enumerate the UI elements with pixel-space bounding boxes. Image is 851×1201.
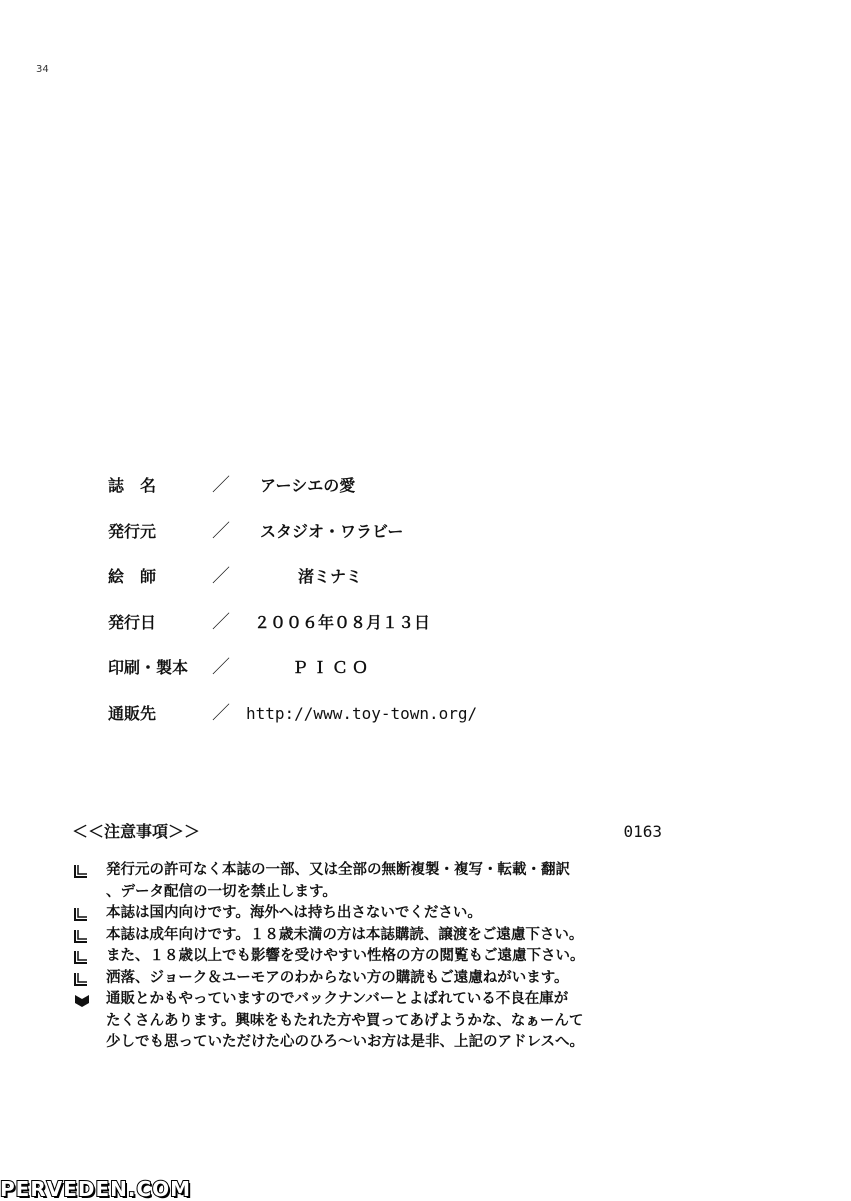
note-line: 、データ配信の一切を禁止します。	[106, 883, 337, 900]
notes-header	[72, 818, 662, 846]
note-line: 本誌は成年向けです。１８歳未満の方は本誌購読、譲渡をご遠慮下さい。	[106, 926, 584, 943]
colophon-label: 印刷・製本	[108, 658, 189, 677]
colophon-row-publisher	[108, 518, 608, 564]
note-item	[72, 946, 692, 968]
code-number: 0163	[623, 822, 662, 841]
colophon-label: 発行元	[108, 521, 157, 541]
colophon-value: ２００６年０８月１３日	[254, 612, 431, 632]
colophon-label: 絵 師	[108, 567, 157, 586]
checkbox-icon	[74, 972, 88, 986]
checked-box-icon	[74, 993, 88, 1007]
note-item	[72, 903, 692, 925]
colophon	[108, 472, 608, 745]
checkbox-icon	[74, 907, 88, 921]
colophon-slash: ／	[212, 611, 230, 633]
note-item	[72, 968, 692, 990]
colophon-slash: ／	[212, 566, 230, 587]
note-line: 本誌は国内向けです。海外へは持ち出さないでください。	[106, 905, 482, 921]
colophon-row-title	[108, 472, 608, 518]
colophon-value: ＰＩＣＯ	[292, 658, 373, 677]
note-line: 洒落、ジョーク＆ユーモアのわからない方の購読もご遠慮ねがいます。	[106, 969, 569, 986]
note-line: たくさんあります。興味をもたれた方や買ってあげようかな、なぁーんて	[106, 1012, 584, 1029]
note-line: 少しでも思っていただけた心のひろ～いお方は是非、上記のアドレスへ。	[106, 1034, 585, 1050]
colophon-slash: ／	[212, 475, 230, 496]
note-line: 通販とかもやっていますのでバックナンバーとよばれている不良在庫が	[106, 991, 569, 1007]
notes-title: ＜＜注意事項＞＞	[72, 822, 201, 841]
checkbox-icon	[74, 929, 88, 943]
watermark: PERVEDEN.COM	[0, 1177, 192, 1201]
checkbox-icon	[74, 864, 88, 878]
checkbox-icon	[74, 950, 88, 964]
colophon-row-artist	[108, 563, 608, 609]
colophon-slash: ／	[212, 520, 230, 542]
colophon-label: 通販先	[108, 703, 157, 723]
note-item	[72, 925, 692, 947]
note-line: また、１８歳以上でも影響を受けやすい性格の方の閲覧もご遠慮下さい。	[106, 948, 585, 964]
colophon-row-date	[108, 609, 608, 655]
note-item	[72, 989, 692, 1054]
colophon-label: 誌 名	[108, 476, 157, 495]
colophon-row-mailorder	[108, 700, 608, 746]
mailorder-url: http://www.toy-town.org/	[246, 703, 478, 723]
note-item	[72, 860, 692, 903]
colophon-value: 渚ミナミ	[298, 567, 363, 586]
notes-list	[72, 860, 692, 1054]
colophon-label: 発行日	[108, 612, 157, 632]
note-line: 発行元の許可なく本誌の一部、又は全部の無断複製・複写・転載・翻訳	[106, 862, 570, 878]
colophon-row-printer	[108, 654, 608, 700]
page-number: 34	[36, 64, 49, 75]
colophon-slash: ／	[212, 657, 230, 678]
colophon-slash: ／	[212, 702, 230, 724]
colophon-value: アーシエの愛	[260, 476, 356, 495]
colophon-value: スタジオ・ワラビー	[260, 521, 404, 541]
